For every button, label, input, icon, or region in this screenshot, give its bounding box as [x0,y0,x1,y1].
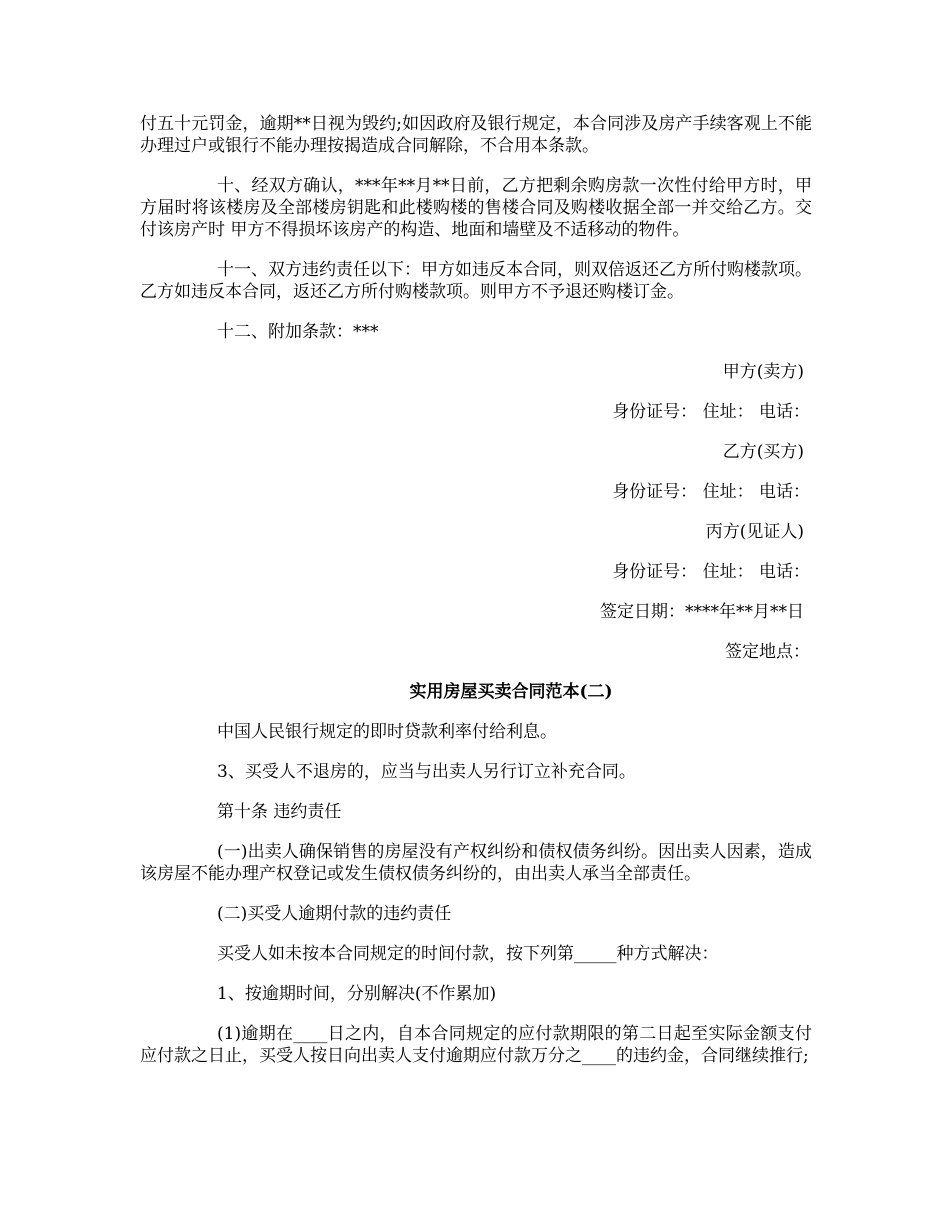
seller-liability: (一)出卖人确保销售的房屋没有产权纠纷和债权债务纠纷。因出卖人因素，造成该房屋不能办理产权登记或发生债权债务纠纷的，由出卖人承当全部责任。 [140,842,812,884]
interest-clause: 中国人民银行规定的即时贷款利率付给利息。 [217,722,557,742]
party-c-label: 丙方(见证人) [705,522,804,542]
document-page [140,113,812,1085]
buyer-late-payment-method: 买受人如未按本合同规定的时间付款，按下列第_____种方式解决： [217,944,719,964]
clause-nine-continued: 付五十元罚金，逾期**日视为毁约;如因政府及银行规定，本合同涉及房产手续客观上不能办理过户或银行不能办理按揭造成合同解除，不合用本条款。 [140,114,812,156]
sign-date: 签定日期：****年**月**日 [600,602,804,622]
party-a-info: 身份证号： 住址： 电话： [612,402,810,422]
party-c-info: 身份证号： 住址： 电话： [612,562,810,582]
section-title: 实用房屋买卖合同范本(二) [409,682,613,702]
clause-twelve: 十二、附加条款：*** [217,322,379,342]
sign-place: 签定地点： [725,642,810,662]
signature-block [140,361,812,663]
supplement-clause: 3、买受人不退房的，应当与出卖人另行订立补充合同。 [217,762,636,782]
clause-ten: 十、经双方确认，***年**月**日前，乙方把剩余购房款一次性付给甲方时，甲方届时将该楼房及全部楼房钥匙和此楼购楼的售楼合同及购楼收据全部一并交给乙方。交付该房产时 甲方不得损坏该房产的构造、地面和墙壁及不适移动的物件。 [140,176,812,240]
clause-eleven: 十一、双方违约责任以下：甲方如违反本合同，则双倍返还乙方所付购楼款项。乙方如违反本合同，返还乙方所付购楼款项。则甲方不予退还购楼订金。 [140,260,812,302]
buyer-late-payment-heading: (二)买受人逾期付款的违约责任 [217,904,452,924]
party-b-info: 身份证号： 住址： 电话： [612,482,810,502]
overdue-penalty-clause: (1)逾期在____日之内，自本合同规定的应付款期限的第二日起至实际金额支付应付款之日止，买受人按日向出卖人支付逾期应付款万分之____的违约金，合同继续推行; [140,1024,812,1066]
article-ten-heading: 第十条 违约责任 [217,802,342,822]
overdue-period-rule: 1、按逾期时间，分别解决(不作累加) [217,984,497,1004]
party-b-label: 乙方(买方) [722,442,804,462]
party-a-label: 甲方(卖方) [722,362,804,382]
